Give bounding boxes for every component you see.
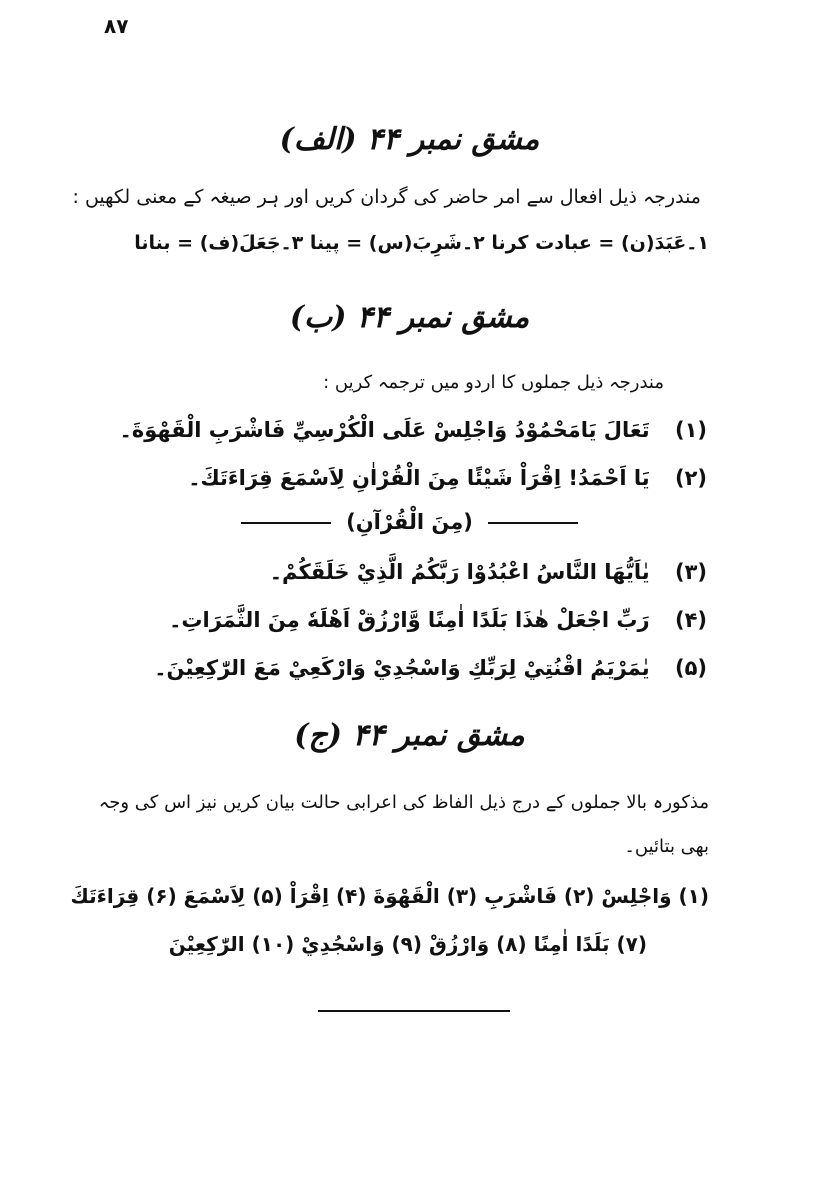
- section-b-heading: مشق نمبر ۴۴ (ب): [289, 300, 530, 335]
- divider-dash: [488, 522, 578, 524]
- sentence-text: يٰمَرْيَمُ اقْنُتِيْ لِرَبِّكِ وَاسْجُدِيْ وَارْكَعِيْ مَعَ الرّٰكِعِيْنَ۔: [154, 656, 650, 680]
- sentence-1: [120, 418, 707, 442]
- sentence-number: (۲): [674, 466, 707, 490]
- sentence-number: (۳): [674, 560, 707, 584]
- page-number: ۸۷: [104, 14, 129, 38]
- section-b-instruction: مندرجہ ذیل جملوں کا اردو میں ترجمہ کریں :: [323, 372, 664, 393]
- sentence-number: (۵): [674, 656, 707, 680]
- quran-label: (مِنَ الْقُرْآنِ): [346, 510, 473, 534]
- sentence-text: يٰاَيُّهَا النَّاسُ اعْبُدُوْا رَبَّكُمُ الَّذِيْ خَلَقَكُمْ۔: [269, 560, 650, 584]
- sentence-number: (۱): [674, 418, 707, 442]
- sentence-3: [270, 560, 707, 584]
- quran-label-row: [0, 510, 819, 534]
- section-a-instruction: مندرجہ ذیل افعال سے امر حاضر کی گردان کریں اور ہر صیغہ کے معنی لکھیں :: [72, 186, 701, 208]
- sentence-text: يَا اَحْمَدُ! اِقْرَاْ شَيْئًا مِنَ الْقُرْاٰنِ لِاَسْمَعَ قِرَاءَتَكَ۔: [188, 466, 650, 490]
- sentence-2: [188, 466, 707, 490]
- section-c-instruction-line-1: مذکورہ بالا جملوں کے درج ذیل الفاظ کی اعرابی حالت بیان کریں نیز اس کی وجہ: [98, 792, 709, 813]
- sentence-4: [169, 608, 707, 632]
- sentence-text: تَعَالَ يَامَحْمُوْدُ وَاجْلِسْ عَلَى الْكُرْسِيِّ فَاشْرَبِ الْقَهْوَةَ۔: [119, 418, 650, 442]
- end-rule: [318, 1010, 510, 1012]
- sentence-number: (۴): [674, 608, 707, 632]
- section-c-words-line-1: (۱) وَاجْلِسْ (۲) فَاشْرَبِ (۳) الْقَهْوَةَ (۴) اِقْرَاْ (۵) لِاَسْمَعَ (۶) قِرَاءَتَكَ: [70, 884, 709, 908]
- section-a-heading: مشق نمبر ۴۴ (الف): [279, 122, 540, 157]
- sentence-5: [154, 656, 707, 680]
- section-c-words-line-2: (۷) بَلَدًا اٰمِنًا (۸) وَارْزُقْ (۹) وَاسْجُدِيْ (۱۰) الرّٰكِعِيْنَ: [168, 932, 647, 956]
- section-a-verbs: ۱۔عَبَدَ(ن) = عبادت کرنا ۲۔شَرِبَ(س) = پینا ۳۔جَعَلَ(ف) = بنانا: [134, 232, 709, 254]
- sentence-text: رَبِّ اجْعَلْ هٰذَا بَلَدًا اٰمِنًا وَّارْزُقْ اَهْلَهٗ مِنَ الثَّمَرَاتِ۔: [169, 608, 650, 632]
- divider-dash: [241, 522, 331, 524]
- section-c-heading: مشق نمبر ۴۴ (ج): [294, 718, 525, 753]
- section-c-instruction-line-2: بھی بتائیں۔: [624, 836, 709, 857]
